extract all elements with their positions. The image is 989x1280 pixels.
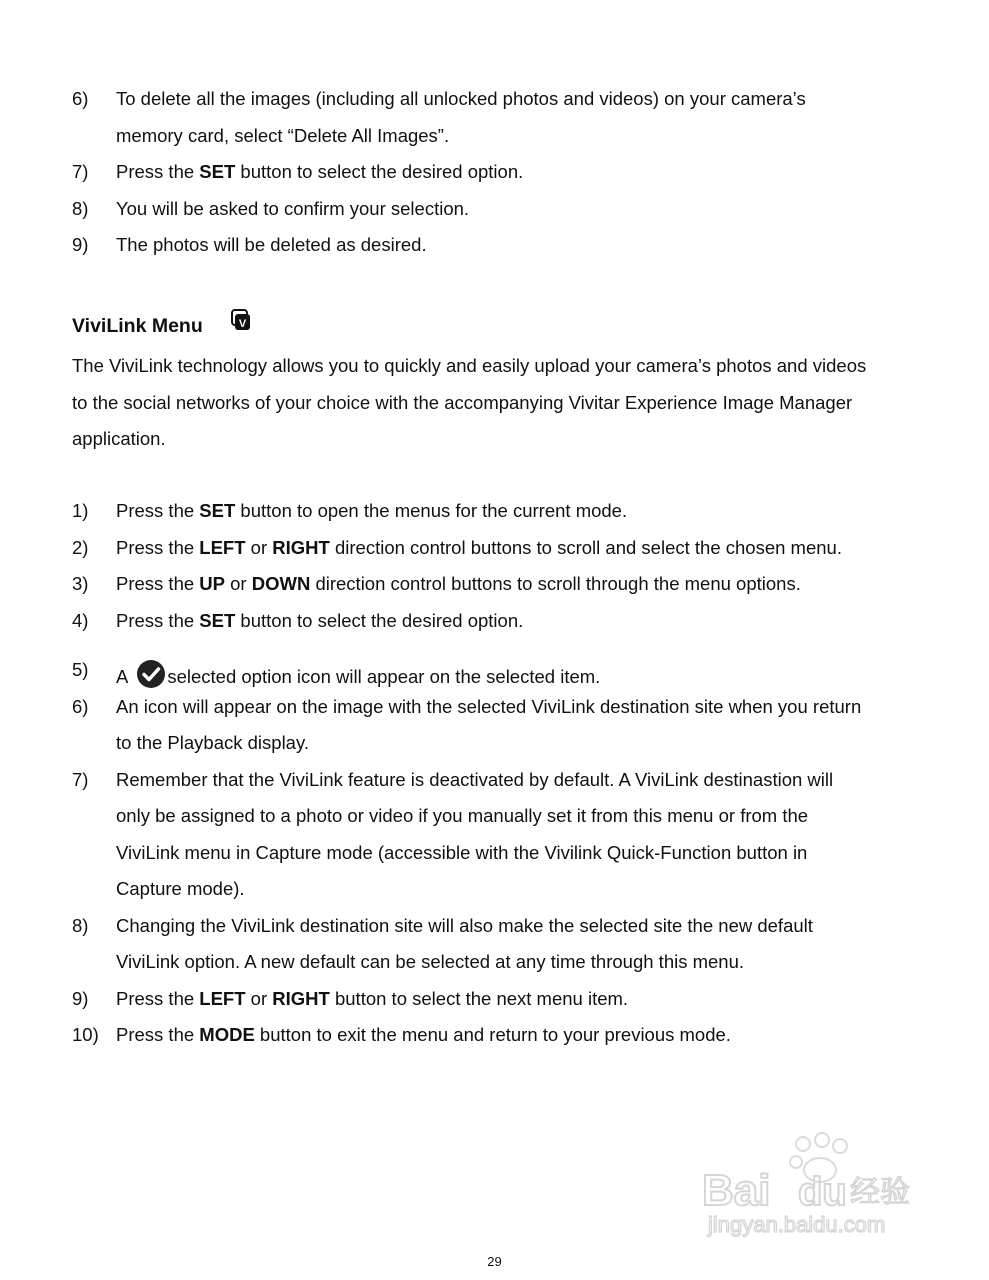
- list-item-number: 2): [72, 536, 89, 558]
- svg-text:du: du: [798, 1170, 847, 1214]
- svg-text:V: V: [238, 318, 247, 330]
- text-segment: Press the: [116, 1024, 200, 1045]
- list-item-text: [116, 696, 861, 718]
- text-segment: Press the: [116, 987, 200, 1009]
- list-item-number: 4): [72, 609, 89, 631]
- bold-term: SET: [199, 161, 236, 182]
- list-item-number: 8): [72, 914, 89, 936]
- list-item-text: [116, 500, 627, 522]
- text-segment: button to select the desired option.: [235, 161, 524, 182]
- list-item-text: [116, 610, 523, 632]
- bold-term: DOWN: [251, 573, 311, 594]
- list-item-text: [116, 125, 449, 147]
- list-item-text: [116, 951, 744, 973]
- list-item-text: [116, 537, 842, 559]
- intro-line: application.: [72, 428, 166, 449]
- text-segment: memory card, select “Delete All Images”.: [116, 124, 450, 146]
- list-item-text: [116, 842, 807, 864]
- list-item-number: 8): [72, 197, 89, 219]
- list-item-number: 3): [72, 573, 89, 594]
- text-segment: Capture mode).: [116, 878, 245, 899]
- list-item-text: [116, 732, 309, 754]
- bold-term: RIGHT: [272, 536, 330, 558]
- list-item-text: [116, 573, 801, 595]
- list-item-number: 6): [72, 695, 89, 717]
- baidu-watermark: [700, 1130, 940, 1240]
- list-item-text: [116, 234, 427, 256]
- check-circle-icon: [136, 659, 166, 689]
- text-segment: selected option icon will appear on the selected item.: [167, 666, 601, 687]
- text-segment: to the Playback display.: [116, 732, 309, 753]
- text-segment: Press the: [116, 609, 200, 631]
- text-segment: or: [245, 536, 273, 558]
- text-segment: Press the: [116, 536, 200, 558]
- text-segment: You will be asked to confirm your selection.: [116, 197, 470, 219]
- list-item-number: 9): [72, 234, 89, 255]
- intro-line: The ViviLink technology allows you to quickly and easily upload your camera’s photos and videos: [72, 355, 867, 376]
- list-item-number: 7): [72, 161, 89, 182]
- text-segment: Changing the ViviLink destination site will also make the selected site the new default: [116, 914, 813, 936]
- list-item-text: [116, 1024, 731, 1046]
- list-item-text: [116, 769, 833, 791]
- text-segment: direction control buttons to scroll through the menu options.: [310, 573, 801, 594]
- text-segment: button to select the next menu item.: [329, 987, 629, 1009]
- list-item-number: 9): [72, 987, 89, 1009]
- text-segment: An icon will appear on the image with the selected ViviLink destination site when you return: [116, 695, 862, 717]
- text-segment: direction control buttons to scroll and select the chosen menu.: [329, 536, 842, 558]
- section-heading: ViviLink Menu: [72, 315, 203, 337]
- svg-text:经验: 经验: [850, 1175, 910, 1210]
- text-segment: A: [116, 666, 129, 687]
- text-segment: Press the: [116, 573, 200, 594]
- text-segment: button to select the desired option.: [235, 609, 524, 631]
- text-segment: Press the: [116, 161, 200, 182]
- text-segment: or: [245, 987, 273, 1009]
- bold-term: SET: [199, 609, 236, 631]
- text-segment: button to exit the menu and return to your previous mode.: [254, 1024, 731, 1045]
- vivilink-icon: [228, 308, 252, 332]
- text-segment: Remember that the ViviLink feature is deactivated by default. A ViviLink destinastion will: [116, 768, 834, 790]
- list-item-text: [116, 88, 806, 110]
- text-segment: The photos will be deleted as desired.: [116, 234, 427, 255]
- svg-text:jingyan.baidu.com: jingyan.baidu.com: [708, 1212, 886, 1237]
- svg-text:Bai: Bai: [702, 1166, 771, 1215]
- list-item-number: 5): [72, 659, 89, 680]
- text-segment: or: [225, 573, 252, 594]
- list-item-text: [116, 161, 523, 183]
- bold-term: SET: [199, 500, 236, 521]
- list-item-text: [116, 915, 813, 937]
- list-item-number: 6): [72, 88, 89, 109]
- list-item-text: [116, 198, 469, 220]
- text-segment: Press the: [116, 500, 200, 521]
- page-number: 29: [487, 1254, 502, 1269]
- bold-term: LEFT: [199, 536, 246, 558]
- bold-term: RIGHT: [272, 987, 330, 1009]
- bold-term: MODE: [199, 1024, 255, 1045]
- list-item-text: [116, 878, 245, 900]
- bold-term: UP: [199, 573, 225, 594]
- text-segment: ViviLink menu in Capture mode (accessible with the Vivilink Quick-Function button in: [116, 841, 808, 863]
- list-item-number: 1): [72, 500, 89, 521]
- bold-term: LEFT: [199, 987, 246, 1009]
- text-segment: only be assigned to a photo or video if you manually set it from this menu or from the: [116, 805, 809, 826]
- text-segment: ViviLink option. A new default can be selected at any time through this menu.: [116, 951, 745, 972]
- list-item-number: 10): [72, 1024, 99, 1045]
- text-segment: button to open the menus for the current mode.: [235, 500, 628, 521]
- list-item-text: [116, 659, 600, 689]
- list-item-text: [116, 805, 808, 827]
- list-item-text: [116, 988, 628, 1010]
- text-segment: To delete all the images (including all unlocked photos and videos) on your camera’s: [116, 88, 806, 109]
- list-item-number: 7): [72, 768, 89, 790]
- intro-line: to the social networks of your choice with the accompanying Vivitar Experience Image Manager: [72, 391, 853, 413]
